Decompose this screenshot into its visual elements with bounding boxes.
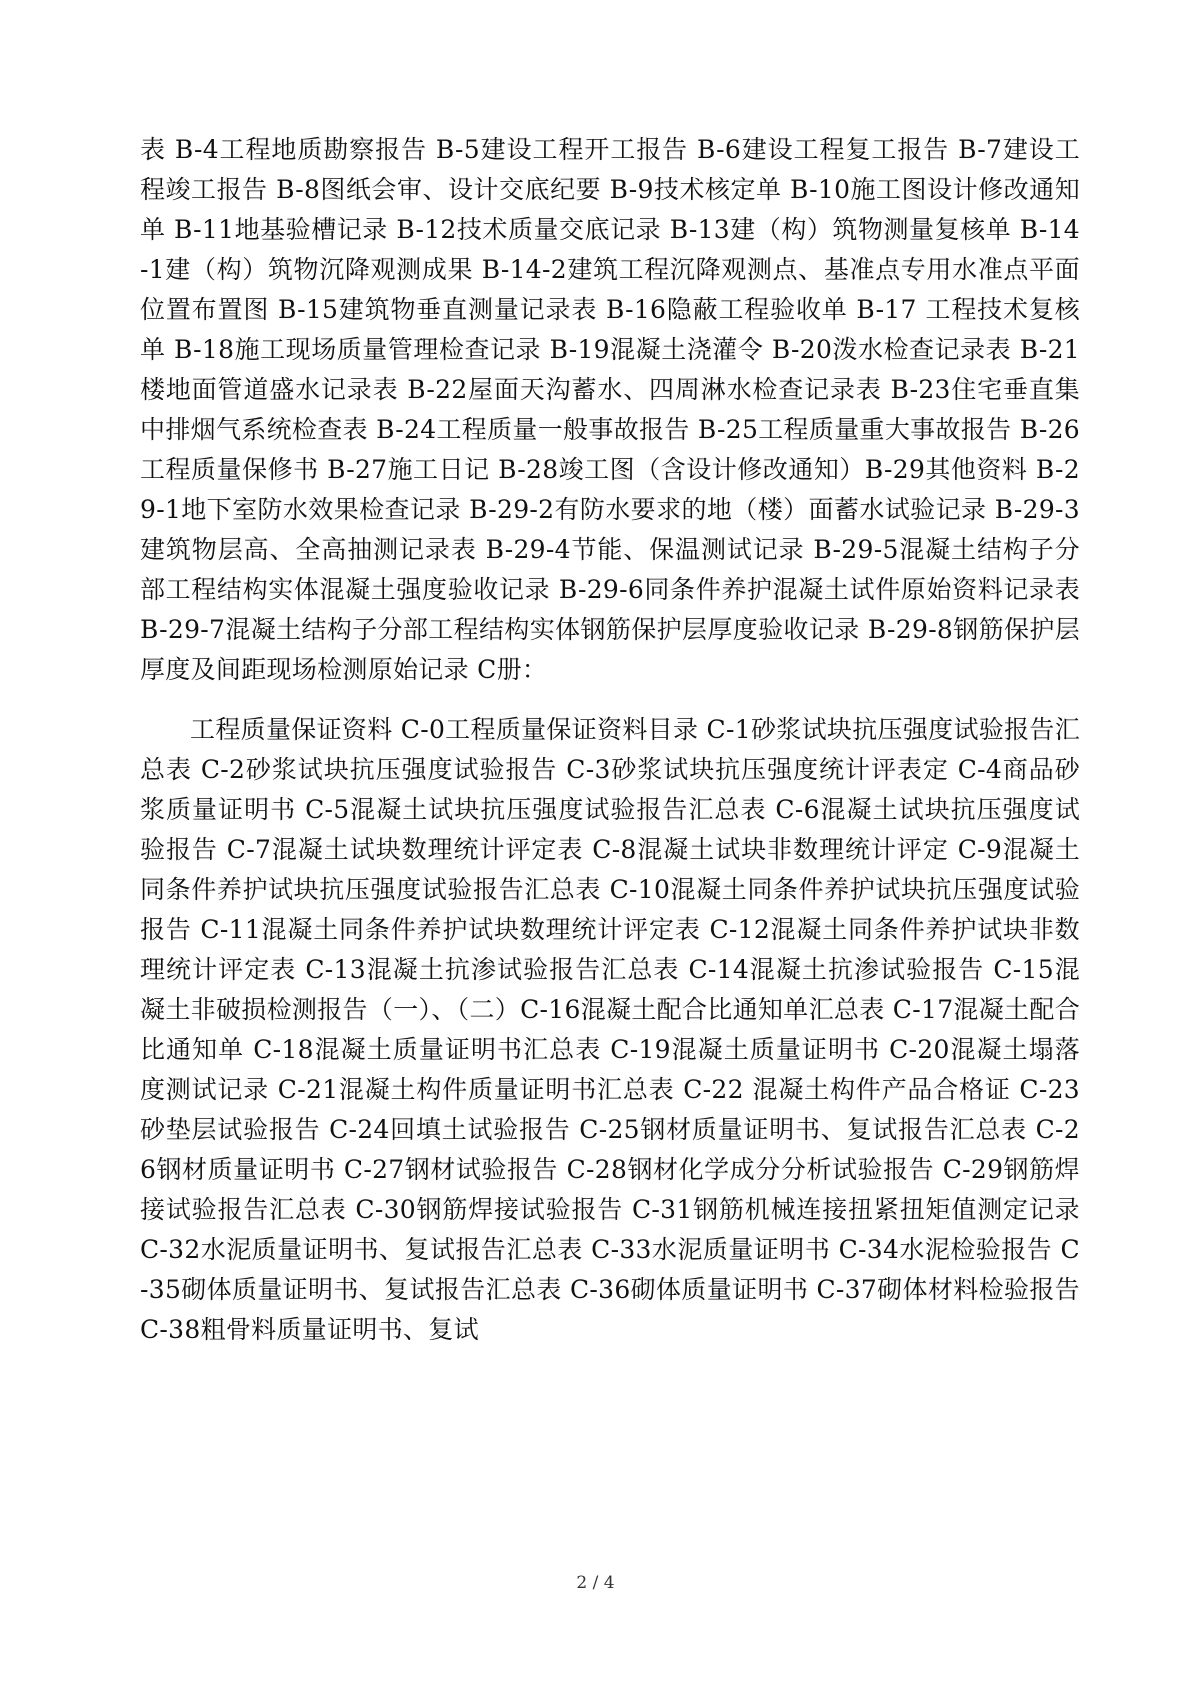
paragraph-b-list: 表 B-4工程地质勘察报告 B-5建设工程开工报告 B-6建设工程复工报告 B-7建设工程竣工报告 B-8图纸会审、设计交底纪要 B-9技术核定单 B-10施工图设计修改通知单 B-11地基验槽记录 B-12技术质量交底记录 B-13建（构）筑物测量复核单 B-14-1建（构）筑物沉降观测成果 B-14-2建筑工程沉降观测点、基准点专用水准点平面位置布置图 B-15建筑物垂直测量记录表 B-16隐蔽工程验收单 B-17 工程技术复核单 B-18施工现场质量管理检查记录 B-19混凝土浇灌令 B-20泼水检查记录表 B-21楼地面管道盛水记录表 B-22屋面天沟蓄水、四周淋水检查记录表 B-23住宅垂直集中排烟气系统检查表 B-24工程质量一般事故报告 B-25工程质量重大事故报告 B-26工程质量保修书 B-27施工日记 B-28竣工图（含设计修改通知）B-29其他资料 B-29-1地下室防水效果检查记录 B-29-2有防水要求的地（楼）面蓄水试验记录 B-29-3建筑物层高、全高抽测记录表 B-29-4节能、保温测试记录 B-29-5混凝土结构子分部工程结构实体混凝土强度验收记录 B-29-6同条件养护混凝土试件原始资料记录表 B-29-7混凝土结构子分部工程结构实体钢筋保护层厚度验收记录 B-29-8钢筋保护层厚度及间距现场检测原始记录 C册： — [140, 135, 1080, 684]
paragraph-c-list: 工程质量保证资料 C-0工程质量保证资料目录 C-1砂浆试块抗压强度试验报告汇总表 C-2砂浆试块抗压强度试验报告 C-3砂浆试块抗压强度统计评表定 C-4商品砂浆质量证明书 C-5混凝土试块抗压强度试验报告汇总表 C-6混凝土试块抗压强度试验报告 C-7混凝土试块数理统计评定表 C-8混凝土试块非数理统计评定 C-9混凝土同条件养护试块抗压强度试验报告汇总表 C-10混凝土同条件养护试块抗压强度试验报告 C-11混凝土同条件养护试块数理统计评定表 C-12混凝土同条件养护试块非数理统计评定表 C-13混凝土抗渗试验报告汇总表 C-14混凝土抗渗试验报告 C-15混凝土非破损检测报告（一）、（二）C-16混凝土配合比通知单汇总表 C-17混凝土配合比通知单 C-18混凝土质量证明书汇总表 C-19混凝土质量证明书 C-20混凝土塌落度测试记录 C-21混凝土构件质量证明书汇总表 C-22 混凝土构件产品合格证 C-23砂垫层试验报告 C-24回填土试验报告 C-25钢材质量证明书、复试报告汇总表 C-26钢材质量证明书 C-27钢材试验报告 C-28钢材化学成分分析试验报告 C-29钢筋焊接试验报告汇总表 C-30钢筋焊接试验报告 C-31钢筋机械连接扭紧扭矩值测定记录 C-32水泥质量证明书、复试报告汇总表 C-33水泥质量证明书 C-34水泥检验报告 C-35砌体质量证明书、复试报告汇总表 C-36砌体质量证明书 C-37砌体材料检验报告 C-38粗骨料质量证明书、复试 — [140, 715, 1080, 1344]
page-number: 2 / 4 — [576, 1573, 615, 1593]
page-body — [140, 130, 1080, 1350]
